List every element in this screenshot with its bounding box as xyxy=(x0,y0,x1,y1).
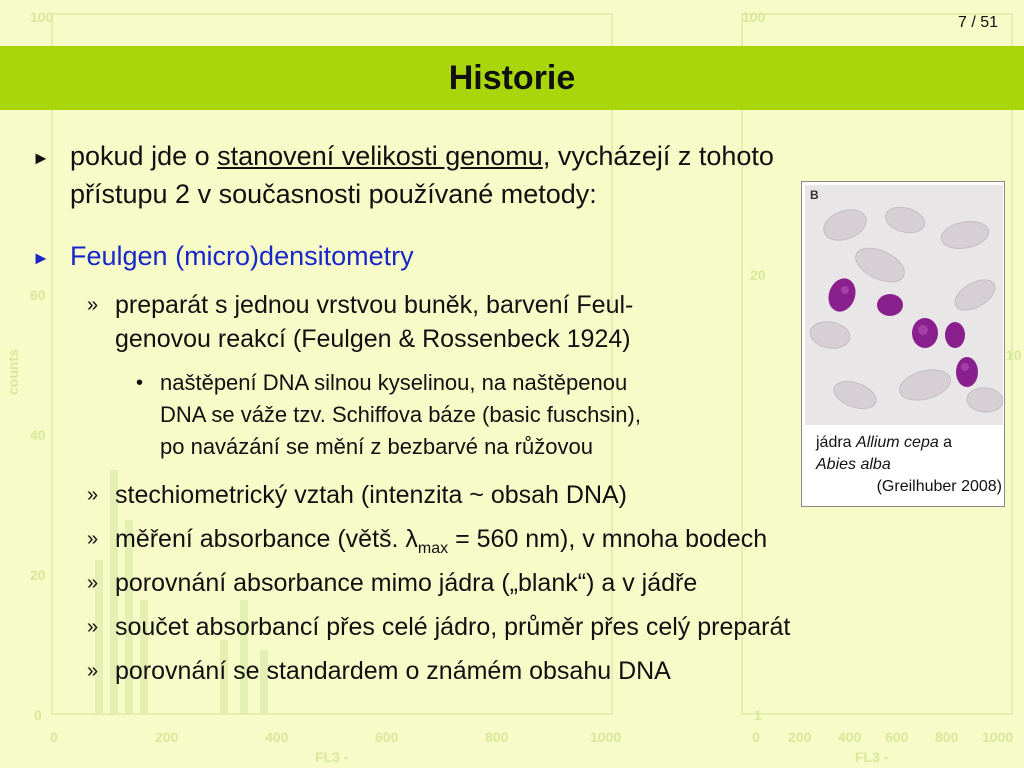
chevron-bullet-icon: » xyxy=(87,528,99,550)
stained-nuclei-illustration xyxy=(805,185,1003,425)
left-x-tick: 600 xyxy=(375,729,399,745)
left-y-tick: 60 xyxy=(30,287,46,303)
caption-text: a xyxy=(938,434,953,451)
left-y-tick: 0 xyxy=(34,707,42,723)
sub-bullet-blank xyxy=(87,566,698,600)
right-y-tick: 10 xyxy=(1006,347,1022,363)
left-x-tick: 800 xyxy=(485,729,509,745)
left-x-label: FL3 - xyxy=(315,749,349,765)
chevron-bullet-icon: » xyxy=(87,484,99,506)
right-x-tick: 600 xyxy=(885,729,909,745)
chevron-bullet-icon: » xyxy=(87,572,99,594)
left-y-tick: 100 xyxy=(30,9,54,25)
right-x-label: FL3 - xyxy=(855,749,889,765)
caption-species: Allium cepa xyxy=(856,434,939,451)
subsub-bullet-hydrolysis xyxy=(136,368,628,398)
caption-reference: (Greilhuber 2008) xyxy=(876,478,1002,495)
triangle-bullet-icon: ► xyxy=(32,148,50,168)
subsub-bullet-hydrolysis-line2 xyxy=(160,400,641,430)
right-x-tick: 200 xyxy=(788,729,812,745)
sub-bullet-sum xyxy=(87,610,791,644)
right-y-tick: 1 xyxy=(754,707,762,723)
caption-species: Abies alba xyxy=(816,456,891,473)
left-y-tick: 40 xyxy=(30,427,46,443)
bullet-text: měření absorbance (větš. λ xyxy=(115,525,418,553)
bullet-text: genovou reakcí (Feulgen & Rossenbeck 1924) xyxy=(115,325,631,353)
bullet-genome-size-line2 xyxy=(70,176,597,212)
bullet-text: po navázání se mění z bezbarvé na růžovou xyxy=(160,434,593,459)
sub-bullet-absorbance xyxy=(87,522,768,566)
right-y-tick: 20 xyxy=(750,267,766,283)
bullet-genome-size xyxy=(32,138,774,174)
sub-bullet-preparat-line2 xyxy=(115,322,631,356)
lambda-subscript: max xyxy=(417,540,449,557)
bullet-text: součet absorbancí přes celé jádro, průměr přes celý preparát xyxy=(115,613,791,641)
caption-text: jádra xyxy=(816,434,857,451)
slide-title: Historie xyxy=(448,58,576,97)
genome-size-link[interactable]: stanovení velikosti genomu xyxy=(217,141,543,171)
sub-bullet-stoichiometry xyxy=(87,478,628,512)
left-x-tick: 0 xyxy=(50,729,58,745)
right-x-tick: 800 xyxy=(935,729,959,745)
bullet-text: stechiometrický vztah (intenzita ~ obsah DNA) xyxy=(115,481,628,509)
chevron-bullet-icon: » xyxy=(87,660,99,682)
right-y-tick: 100 xyxy=(742,9,766,25)
figure-caption xyxy=(816,432,1002,498)
bullet-text: naštěpení DNA silnou kyselinou, na naštěpenou xyxy=(160,370,628,395)
bullet-text: = 560 nm), v mnoha bodech xyxy=(448,525,768,553)
bullet-text: pokud jde o xyxy=(70,141,218,171)
bullet-text: Feulgen (micro)densitometry xyxy=(70,241,414,271)
chevron-bullet-icon: » xyxy=(87,294,99,316)
dot-bullet-icon: • xyxy=(136,372,144,394)
bullet-text: porovnání se standardem o známém obsahu DNA xyxy=(115,657,671,685)
bullet-text: preparát s jednou vrstvou buněk, barvení Feul- xyxy=(115,291,634,319)
right-x-tick: 0 xyxy=(752,729,760,745)
chevron-bullet-icon: » xyxy=(87,616,99,638)
bullet-text: přístupu 2 v současnosti používané metody: xyxy=(70,179,597,209)
left-x-tick: 1000 xyxy=(590,729,622,745)
page-number: 7 / 51 xyxy=(957,14,998,31)
triangle-bullet-icon: ► xyxy=(32,248,50,268)
subsub-bullet-hydrolysis-line3 xyxy=(160,432,593,462)
bullet-text: porovnání absorbance mimo jádra („blank“) a v jádře xyxy=(115,569,698,597)
left-x-tick: 400 xyxy=(265,729,289,745)
bullet-feulgen xyxy=(32,238,414,274)
right-x-tick: 1000 xyxy=(982,729,1014,745)
micrograph-figure xyxy=(801,181,1005,507)
left-x-tick: 200 xyxy=(155,729,179,745)
panel-label: B xyxy=(810,188,819,202)
bullet-text: , vycházejí z tohoto xyxy=(542,141,774,171)
micrograph-image xyxy=(805,185,1003,425)
bullet-text: DNA se váže tzv. Schiffova báze (basic fuschsin), xyxy=(160,402,641,427)
sub-bullet-standard xyxy=(87,654,671,688)
right-x-tick: 400 xyxy=(838,729,862,745)
sub-bullet-preparat xyxy=(87,288,634,322)
left-y-label: counts xyxy=(5,349,21,395)
left-y-tick: 20 xyxy=(30,567,46,583)
